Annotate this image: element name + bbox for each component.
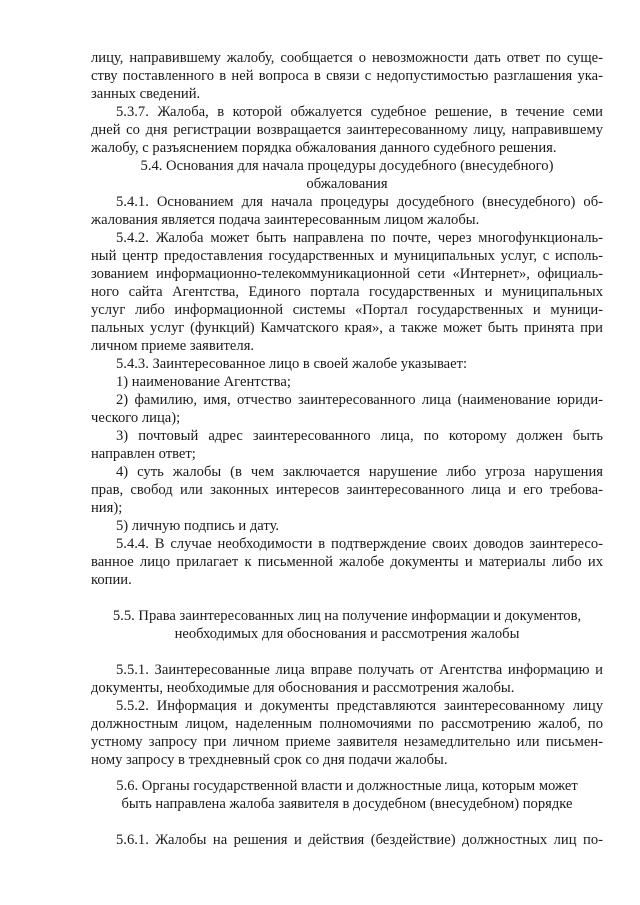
text-line: ванное лицо прилагает к письменной жалобе документы и материалы либо их [91,554,603,570]
paragraph-first-line: 5.3.7. Жалоба, в которой обжалуется судебное решение, в течение семи [116,104,603,120]
paragraph-first-line: 5.4.2. Жалоба может быть направлена по почте, через многофункциональ- [116,230,603,246]
section-heading: обжалования [306,176,388,192]
text-line: документы, необходимые для обоснования и рассмотрения жалобы. [91,680,515,696]
paragraph-first-line: 5.5.1. Заинтересованные лица вправе получать от Агентства информацию и [116,662,603,678]
section-heading: 5.6. Органы государственной власти и должностные лица, которым может [116,778,578,794]
text-line: пальных услуг (функций) Камчатского края», а также может быть принята при [91,320,603,336]
text-line: личном приеме заявителя. [91,338,255,354]
text-line: дней со дня регистрации возвращается заинтересованному лицу, направившему [91,122,603,138]
list-item: 2) фамилию, имя, отчество заинтересованного лица (наименование юриди- [116,392,603,408]
text-line: услуг либо информационной системы «Портал государственных и муници- [91,302,603,318]
text-line: занных сведений. [91,86,201,102]
text-line: ству поставленного в ней вопроса в связи с недопустимостью разглашения ука- [91,68,603,84]
text-line: должностным лицом, наделенным полномочиями по рассмотрению жалоб, по [91,716,603,732]
text-line: ному запросу в трехдневный срок со дня подачи жалобы. [91,752,448,768]
text-line: жалобу, с разъяснением порядка обжалования данного судебного решения. [91,140,557,156]
text-line: прав, свобод или законных интересов заинтересованного лица и его требова- [91,482,603,498]
paragraph-first-line: 5.4.4. В случае необходимости в подтверждение своих доводов заинтересо- [116,536,603,552]
paragraph-first-line: 5.4.1. Основанием для начала процедуры досудебного (внесудебного) об- [116,194,603,210]
section-heading: 5.5. Права заинтересованных лиц на получение информации и документов, [112,608,582,624]
paragraph-first-line: 5.4.3. Заинтересованное лицо в своей жалобе указывает: [116,356,468,372]
text-line: жалования является подача заинтересованным лицом жалобы. [91,212,480,228]
text-line: направлен ответ; [91,446,196,462]
list-item: 5) личную подпись и дату. [116,518,280,534]
text-line: лицу, направившему жалобу, сообщается о невозможности дать ответ по суще- [91,50,603,66]
text-line: ния); [91,500,123,516]
list-item: 1) наименование Агентства; [116,374,291,390]
paragraph-first-line: 5.5.2. Информация и документы представляются заинтересованному лицу [116,698,603,714]
section-heading: необходимых для обоснования и рассмотрения жалобы [174,626,520,642]
text-line: ный центр предоставления государственных и муниципальных услуг, с исполь- [91,248,603,264]
text-line: ческого лица); [91,410,181,426]
text-line: копии. [91,572,132,588]
section-heading: 5.4. Основания для начала процедуры досудебного (внесудебного) [140,158,554,174]
list-item: 4) суть жалобы (в чем заключается нарушение либо угроза нарушения [116,464,603,480]
section-heading: быть направлена жалоба заявителя в досудебном (внесудебном) порядке [121,796,573,812]
paragraph-first-line: 5.6.1. Жалобы на решения и действия (бездействие) должностных лиц по- [116,832,603,848]
text-line: устному запросу при личном приеме заявителя незамедлительно или письмен- [91,734,603,750]
list-item: 3) почтовый адрес заинтересованного лица, по которому должен быть [116,428,603,444]
text-line: ного сайта Агентства, Единого портала государственных и муниципальных [91,284,603,300]
text-line: зованием информационно-телекоммуникационной сети «Интернет», официаль- [91,266,603,282]
